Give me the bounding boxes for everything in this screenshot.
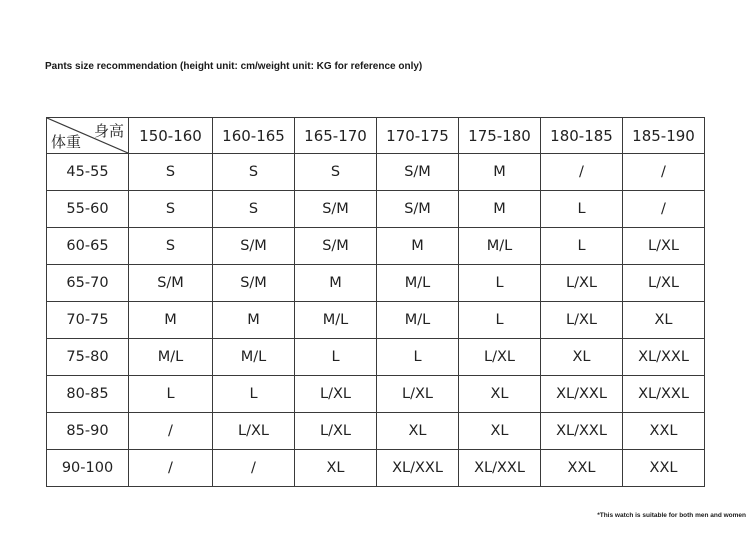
size-cell: /	[129, 413, 213, 450]
size-cell: S/M	[295, 191, 377, 228]
size-cell: XL	[623, 302, 705, 339]
size-cell: M	[295, 265, 377, 302]
size-cell: XXL	[541, 450, 623, 487]
weight-row-header: 55-60	[47, 191, 129, 228]
height-axis-label: 身高	[93, 122, 124, 140]
size-cell: L	[541, 191, 623, 228]
size-cell: M	[213, 302, 295, 339]
size-cell: /	[129, 450, 213, 487]
height-column-header: 175-180	[459, 118, 541, 154]
size-cell: L/XL	[459, 339, 541, 376]
weight-row-header: 80-85	[47, 376, 129, 413]
page-title: Pants size recommendation (height unit: cm/weight unit: KG for reference only)	[45, 61, 423, 72]
size-cell: L/XL	[541, 265, 623, 302]
weight-row-header: 85-90	[47, 413, 129, 450]
size-cell: L	[459, 302, 541, 339]
size-cell: S	[213, 154, 295, 191]
size-cell: S/M	[213, 265, 295, 302]
size-cell: S/M	[213, 228, 295, 265]
size-cell: L/XL	[295, 413, 377, 450]
size-cell: L	[129, 376, 213, 413]
size-cell: L/XL	[295, 376, 377, 413]
size-cell: XL/XXL	[459, 450, 541, 487]
size-cell: XXL	[623, 413, 705, 450]
weight-row-header: 45-55	[47, 154, 129, 191]
size-cell: M	[459, 154, 541, 191]
table-row	[47, 376, 705, 413]
size-cell: S/M	[295, 228, 377, 265]
size-cell: L/XL	[213, 413, 295, 450]
table-row	[47, 191, 705, 228]
size-cell: S	[295, 154, 377, 191]
size-cell: XL	[295, 450, 377, 487]
size-cell: M	[377, 228, 459, 265]
size-cell: XL	[377, 413, 459, 450]
size-cell: XL	[459, 413, 541, 450]
size-cell: /	[213, 450, 295, 487]
size-cell: XXL	[623, 450, 705, 487]
size-cell: M/L	[213, 339, 295, 376]
size-cell: L/XL	[541, 302, 623, 339]
size-cell: M/L	[377, 302, 459, 339]
size-cell: S	[129, 191, 213, 228]
weight-row-header: 65-70	[47, 265, 129, 302]
size-cell: XL	[541, 339, 623, 376]
table-row	[47, 302, 705, 339]
size-cell: M/L	[129, 339, 213, 376]
size-cell: M	[129, 302, 213, 339]
corner-header-cell	[47, 118, 129, 154]
size-cell: XL	[459, 376, 541, 413]
size-cell: M/L	[377, 265, 459, 302]
weight-row-header: 90-100	[47, 450, 129, 487]
height-column-header: 160-165	[213, 118, 295, 154]
size-cell: M/L	[295, 302, 377, 339]
weight-row-header: 75-80	[47, 339, 129, 376]
size-cell: L/XL	[377, 376, 459, 413]
size-cell: XL/XXL	[541, 413, 623, 450]
size-cell: /	[623, 191, 705, 228]
height-column-header: 185-190	[623, 118, 705, 154]
size-cell: S	[129, 228, 213, 265]
height-column-header: 180-185	[541, 118, 623, 154]
size-cell: L	[295, 339, 377, 376]
weight-row-header: 70-75	[47, 302, 129, 339]
table-row	[47, 413, 705, 450]
size-cell: S	[129, 154, 213, 191]
table-row	[47, 154, 705, 191]
size-cell: /	[623, 154, 705, 191]
size-chart-table	[46, 117, 705, 487]
weight-axis-label: 体重	[51, 133, 82, 151]
size-cell: S/M	[377, 191, 459, 228]
size-cell: L	[459, 265, 541, 302]
height-column-header: 165-170	[295, 118, 377, 154]
size-cell: L/XL	[623, 228, 705, 265]
size-cell: XL/XXL	[623, 376, 705, 413]
size-cell: XL/XXL	[377, 450, 459, 487]
table-row	[47, 265, 705, 302]
size-cell: XL/XXL	[623, 339, 705, 376]
header-row	[47, 118, 705, 154]
size-cell: XL/XXL	[541, 376, 623, 413]
size-cell: L	[377, 339, 459, 376]
size-cell: L	[541, 228, 623, 265]
footnote: *This watch is suitable for both men and women	[597, 512, 746, 519]
size-cell: M/L	[459, 228, 541, 265]
size-cell: L	[213, 376, 295, 413]
size-cell: /	[541, 154, 623, 191]
size-cell: S/M	[377, 154, 459, 191]
table-row	[47, 228, 705, 265]
size-cell: S	[213, 191, 295, 228]
weight-row-header: 60-65	[47, 228, 129, 265]
height-column-header: 170-175	[377, 118, 459, 154]
height-column-header: 150-160	[129, 118, 213, 154]
size-cell: L/XL	[623, 265, 705, 302]
size-cell: S/M	[129, 265, 213, 302]
size-cell: M	[459, 191, 541, 228]
table-row	[47, 450, 705, 487]
table-row	[47, 339, 705, 376]
